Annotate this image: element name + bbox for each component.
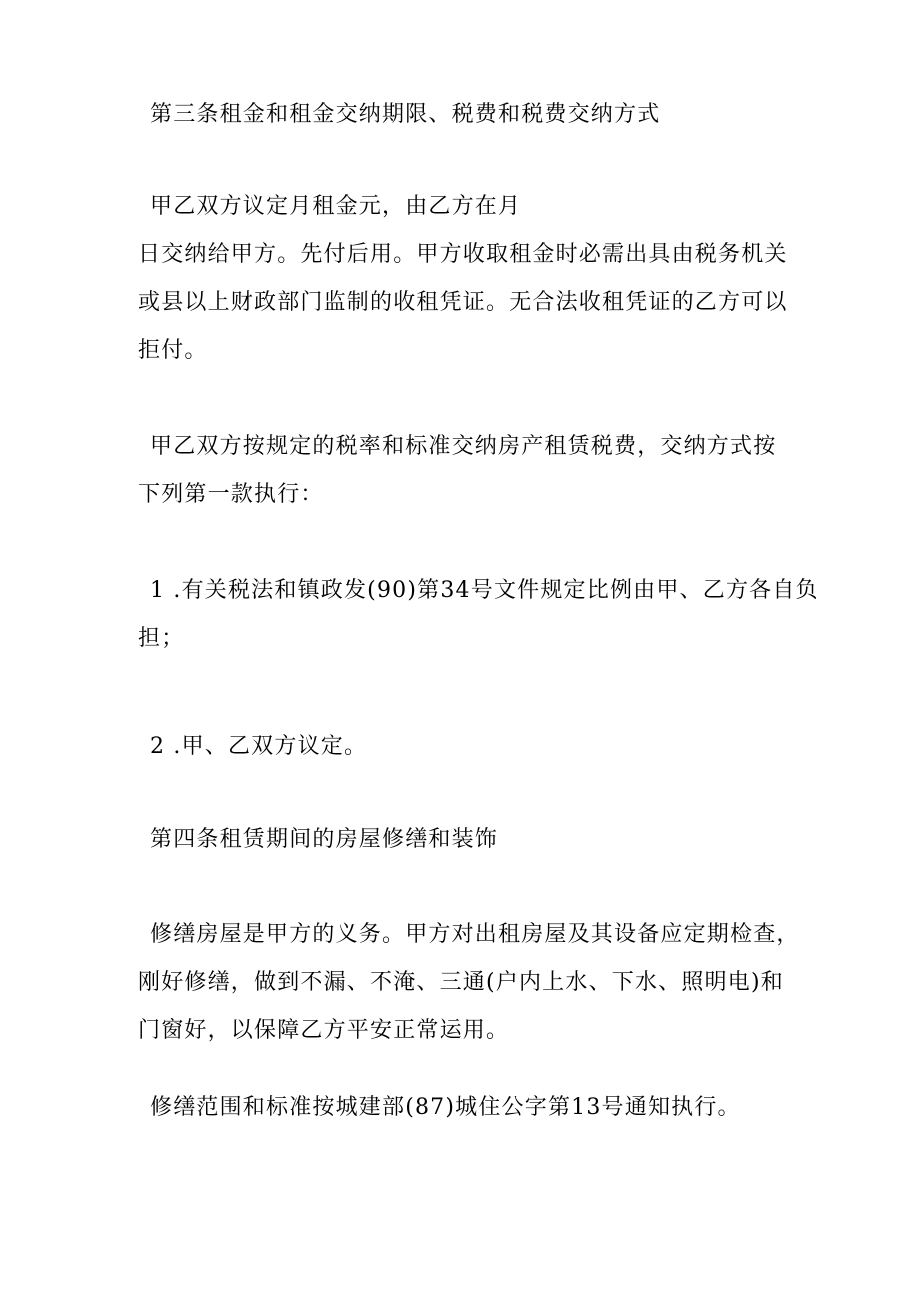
item1-line-2: 担； xyxy=(138,626,185,651)
rent-line-4: 拒付。 xyxy=(138,338,208,363)
repair-line-3: 门窗好，以保障乙方平安正常运用。 xyxy=(138,1018,510,1043)
tax-line-1: 甲乙双方按规定的税率和标准交纳房产租赁税费，交纳方式按 xyxy=(150,434,777,459)
rent-line-3: 或县以上财政部门监制的收租凭证。无合法收租凭证的乙方可以 xyxy=(138,290,788,315)
repair-line-2: 刚好修缮，做到不漏、不淹、三通(户内上水、下水、照明电)和 xyxy=(138,970,784,995)
rent-line-2: 日交纳给甲方。先付后用。甲方收取租金时必需出具由税务机关 xyxy=(138,242,788,267)
item1-line-1: 1 .有关税法和镇政发(90)第34号文件规定比例由甲、乙方各自负 xyxy=(150,578,819,603)
item2-line: 2 .甲、乙双方议定。 xyxy=(150,734,368,759)
article3-heading: 第三条租金和租金交纳期限、税费和税费交纳方式 xyxy=(150,102,661,127)
scope-line: 修缮范围和标准按城建部(87)城住公字第13号通知执行。 xyxy=(150,1095,741,1120)
tax-line-2: 下列第一款执行： xyxy=(138,482,324,507)
repair-line-1: 修缮房屋是甲方的义务。甲方对出租房屋及其设备应定期检查， xyxy=(150,922,800,947)
rent-line-1: 甲乙双方议定月租金元，由乙方在月 xyxy=(150,194,522,219)
article4-heading: 第四条租赁期间的房屋修缮和装饰 xyxy=(150,827,499,852)
